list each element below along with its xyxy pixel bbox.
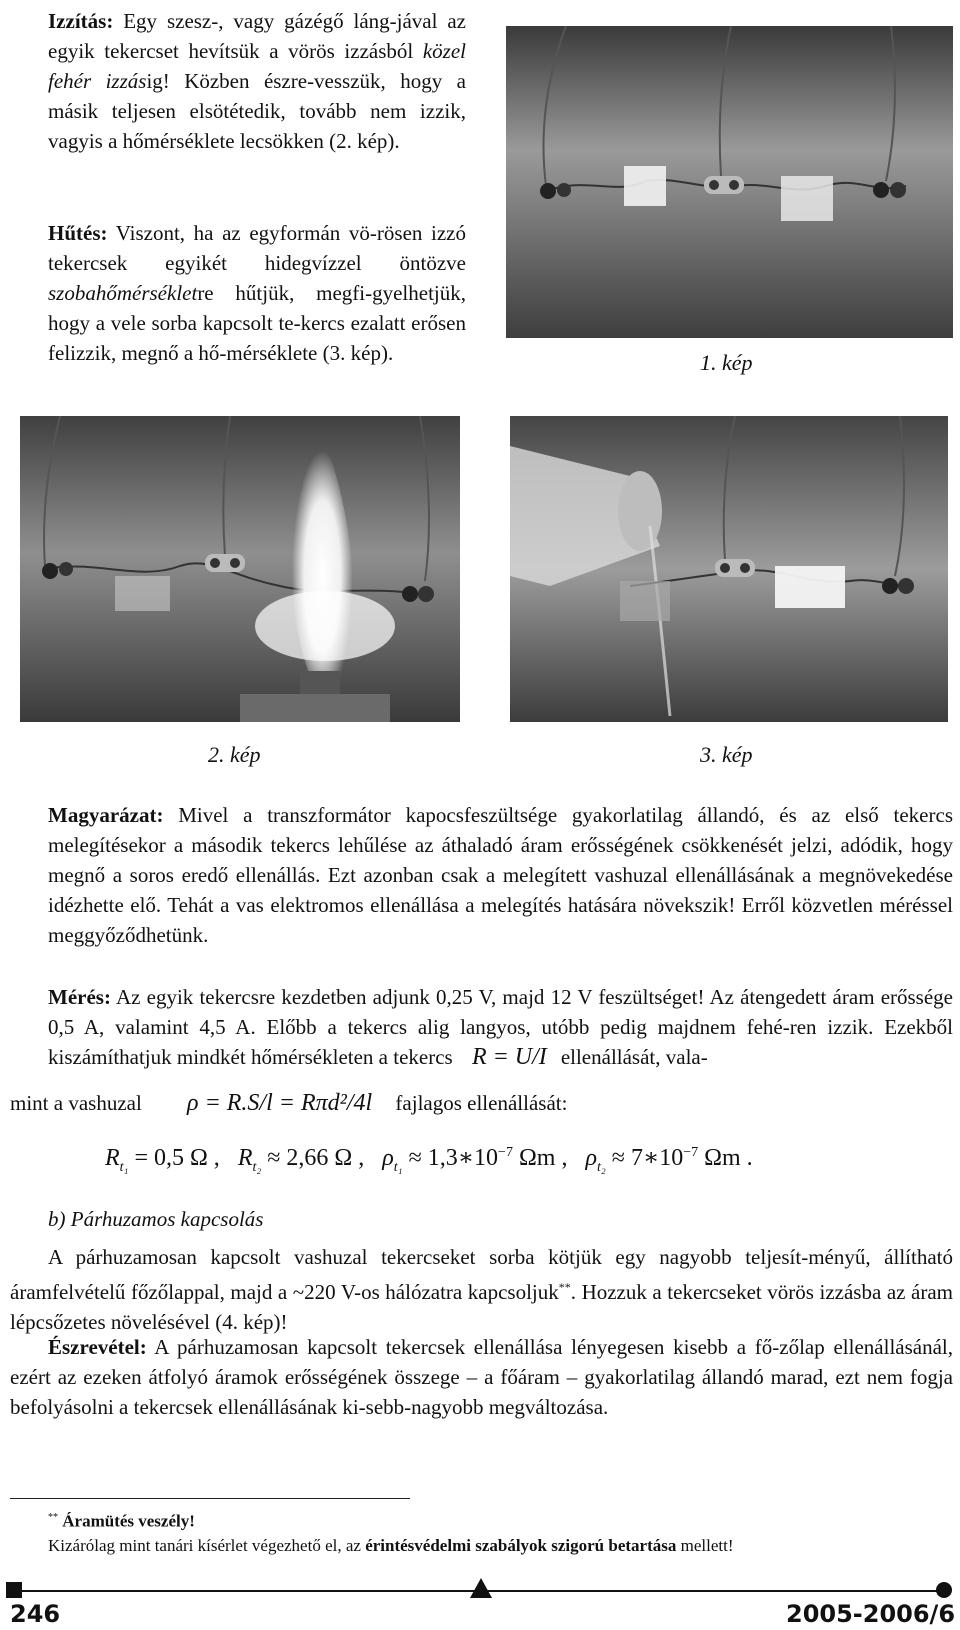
- result-r2-value: ≈ 2,66 Ω ,: [267, 1145, 365, 1171]
- result-rho1-exp: −7: [498, 1145, 513, 1160]
- hutes-label: Hűtés:: [48, 221, 108, 245]
- result-rho1-sub: t₁: [393, 1159, 403, 1175]
- result-rho2-unit: Ωm .: [704, 1145, 753, 1171]
- formula-resistance: R = U/I: [471, 1044, 547, 1070]
- footer-issue: 2005-2006/6: [786, 1600, 956, 1628]
- hutes-text-a: Viszont, ha az egyformán vö-rösen izzó tekercsek egyikét hidegvízzel öntözve: [48, 221, 466, 275]
- izzitas-text-b: ig! Közben észre-vesszük, hogy a másik teljesen elsötétedik, tovább nem izzik, vagyis a hőmérséklete lecsökken (2. kép).: [48, 69, 466, 153]
- measurement-line2: [10, 1088, 950, 1118]
- explanation-label: Magyarázat:: [48, 803, 164, 827]
- result-r1-sub: t₁: [119, 1159, 129, 1175]
- observation-label: Észrevétel:: [48, 1335, 147, 1359]
- result-rho2-symbol: ρ: [585, 1145, 597, 1171]
- izzitas-label: Izzítás:: [48, 9, 114, 33]
- result-rho1-symbol: ρ: [382, 1145, 394, 1171]
- footnote-text-a: Kizárólag mint tanári kísérlet végezhető el, az: [48, 1535, 366, 1555]
- result-rho1-value: ≈ 1,3∗10: [408, 1145, 499, 1171]
- footnote-divider: [10, 1498, 410, 1499]
- izzitas-emphasis: közel fehér izzás: [48, 39, 466, 93]
- hutes-text-b: re hűtjük, megfi-gyelhetjük, hogy a vele sorba kapcsolt te-kercs ezalatt erősen felizzik, megnő a hő-mérséklete (3. kép).: [48, 281, 466, 365]
- hutes-emphasis: szobahőmérséklet: [48, 281, 198, 305]
- result-r1-value: = 0,5 Ω ,: [134, 1145, 220, 1171]
- result-rho2-value: ≈ 7∗10: [611, 1145, 684, 1171]
- footer-triangle-icon: [470, 1578, 492, 1598]
- footer-circle-icon: [936, 1582, 952, 1598]
- measurement-line2-a: mint a vashuzal: [10, 1091, 142, 1115]
- result-r2-sub: t₂: [252, 1159, 262, 1175]
- photo-3-water-cooling: [510, 416, 948, 722]
- caption-photo-2: 2. kép: [208, 742, 261, 767]
- caption-photo-3: 3. kép: [700, 742, 753, 767]
- observation-text: A párhuzamosan kapcsolt tekercsek ellenállása lényegesen kisebb a fő-zőlap ellenállásánál, ezért az ezeken átfolyó áramok erősségének összege – a főáram – gyakorlatilag állandó marad, ezt nem fogja befolyásolni a tekercsek ellenállásának ki-sebb-nagyobb megváltozása.: [10, 1335, 953, 1419]
- result-rho2-sub: t₂: [597, 1159, 606, 1175]
- measurement-paragraph: [48, 982, 953, 1072]
- result-rho1-unit: Ωm ,: [518, 1145, 568, 1171]
- izzitas-paragraph: [48, 6, 466, 156]
- footer-page-number: 246: [10, 1600, 61, 1628]
- observation-paragraph: [10, 1332, 953, 1422]
- results-equation: [105, 1143, 753, 1176]
- section-b-footnote-mark: **: [558, 1280, 571, 1294]
- section-b-text-end: . Hozzuk a tekercseket vörös izzásba az áram lépcsőzetes növelésével (4. kép)!: [10, 1280, 953, 1334]
- measurement-text2: ellenállását, vala-: [560, 1045, 708, 1069]
- footnote: [48, 1506, 953, 1558]
- result-r1-symbol: R: [105, 1145, 120, 1171]
- footnote-mark: **: [48, 1512, 58, 1523]
- formula-resistivity: ρ = R.S/l = Rπd²/4l: [187, 1090, 373, 1116]
- section-b-text: A párhuzamosan kapcsolt vashuzal tekercseket sorba kötjük egy nagyobb teljesít-ményű, állítható áramfelvételű főzőlappal, majd a ~220 V-os hálózatra kapcsoljuk: [10, 1245, 953, 1304]
- footnote-text-line: [48, 1534, 953, 1558]
- section-b-paragraph: [10, 1242, 953, 1337]
- result-r2-symbol: R: [237, 1145, 253, 1171]
- measurement-label: Mérés:: [48, 985, 111, 1009]
- measurement-text: Az egyik tekercsre kezdetben adjunk 0,25 V, majd 12 V feszültséget! Az átengedett áram erőssége 0,5 A, valamint 4,5 A. Előbb a tekercs alig langyos, utóbb pedig majdnem fehé-ren izzik. Ezekből kiszámíthatjuk mindkét hőmérsékleten a tekercs: [48, 985, 953, 1069]
- izzitas-text-a: Egy szesz-, vagy gázégő láng-jával az egyik tekercset hevítsük a vörös izzásból: [48, 9, 466, 63]
- footnote-text-bold: érintésvédelmi szabályok szigorú betartása: [365, 1535, 677, 1555]
- explanation-paragraph: [48, 800, 953, 950]
- explanation-text: Mivel a transzformátor kapocsfeszültsége gyakorlatilag állandó, és az első tekercs melegítésekor a második tekercs lehűlése az áthaladó áram erősségének csökkenését jelzi, adódik, hogy megnő a soros eredő ellenállás. Ezt azonban csak a melegített vashuzal ellenállásának a megnövekedése idézhette elő. Tehát a vas elektromos ellenállása a melegítés hatására növekszik! Erről közvetlen méréssel meggyőződhetünk.: [48, 803, 953, 947]
- result-rho2-exp: −7: [683, 1145, 699, 1160]
- section-b-heading: b) Párhuzamos kapcsolás: [48, 1207, 264, 1231]
- footnote-title: Áramütés veszély!: [62, 1511, 195, 1531]
- footnote-title-line: [48, 1506, 953, 1534]
- footnote-text-b: mellett!: [676, 1535, 734, 1555]
- photo-1-two-coils: [506, 26, 953, 338]
- hutes-paragraph: [48, 218, 466, 368]
- footer-square-icon: [6, 1582, 22, 1598]
- photo-2-flame-heating: [20, 416, 460, 722]
- measurement-line2-b: fajlagos ellenállását:: [395, 1091, 568, 1115]
- caption-photo-1: 1. kép: [700, 350, 753, 375]
